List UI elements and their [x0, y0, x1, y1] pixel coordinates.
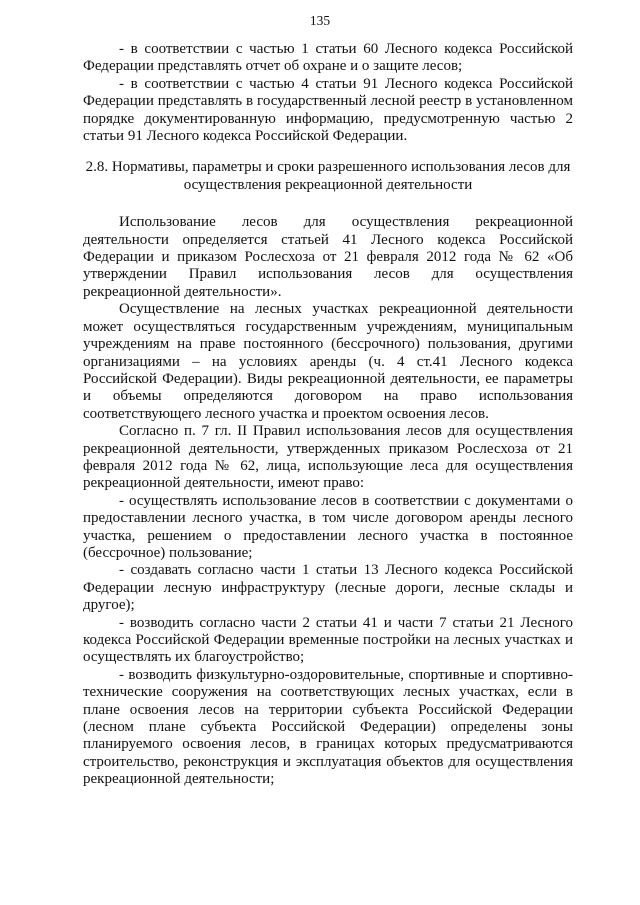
section-heading-line-2: осуществления рекреационной деятельности: [183, 176, 473, 193]
list-item-use-forests: - осуществлять использование лесов в соответствии с документами о предоставлении лесного участка, в том числе договором аренды лесного участка, решением о предоставлении лесного участка в постоянное (бессрочное) пользование;: [83, 492, 573, 561]
list-item-temporary-buildings: - возводить согласно части 2 статьи 41 и части 7 статьи 21 Лесного кодекса Российской Федерации временные постройки на лесных участках и осуществлять их благоустройство;: [83, 614, 573, 666]
page-body: [83, 41, 573, 789]
page-number: 135: [309, 13, 331, 28]
paragraph-forest-registry: - в соответствии с частью 4 статьи 91 Лесного кодекса Российской Федерации представлять в государственный лесной реестр в установленном порядке документированную информацию, предусмотренную частью 2 статьи 91 Лесного кодекса Российской Федерации.: [83, 75, 573, 145]
section-heading-line-1: 2.8. Нормативы, параметры и сроки разрешенного использования лесов для: [85, 159, 571, 176]
paragraph-recreation-rights-holders: Осуществление на лесных участках рекреационной деятельности может осуществляться государственным учреждениям, муниципальным учреждениям на праве постоянного (бессрочного) пользования, другими организациями – на условиях аренды (ч. 4 ст.41 Лесного кодекса Российской Федерации). Виды рекреационной деятельности, ее параметры и объемы определяются договором на право использования соответствующего лесного участка и проектом освоения лесов.: [83, 301, 573, 422]
list-item-create-infrastructure: - создавать согласно части 1 статьи 13 Лесного кодекса Российской Федерации лесную инфраструктуру (лесные дороги, лесные склады и другое);: [83, 562, 573, 614]
paragraph-rules-reference: Согласно п. 7 гл. II Правил использования лесов для осуществления рекреационной деятельности, утвержденных приказом Рослесхоза от 21 февраля 2012 года № 62, лица, использующие леса для осуществления рекреационной деятельности, имеют право:: [83, 423, 573, 492]
section-heading: [83, 159, 573, 194]
list-item-sports-facilities: - возводить физкультурно-оздоровительные, спортивные и спортивно-технические сооружения на соответствующих лесных участках, если в плане освоения лесов на территории субъекта Российской Федерации (лесном плане субъекта Российской Федерации) определены зоны планируемого освоения лесов, в границах которых предусматриваются строительство, реконструкция и эксплуатация объектов для осуществления рекреационной деятельности;: [83, 666, 573, 788]
paragraph-reporting-forest-protection: - в соответствии с частью 1 статьи 60 Лесного кодекса Российской Федерации представлять отчет об охране и о защите лесов;: [83, 41, 573, 75]
paragraph-recreation-legal-basis: Использование лесов для осуществления рекреационной деятельности определяется статьей 41 Лесного кодекса Российской Федерации и приказом Рослесхоза от 21 февраля 2012 года № 62 «Об утверждении Правил использования лесов для осуществления рекреационной деятельности».: [83, 214, 573, 300]
